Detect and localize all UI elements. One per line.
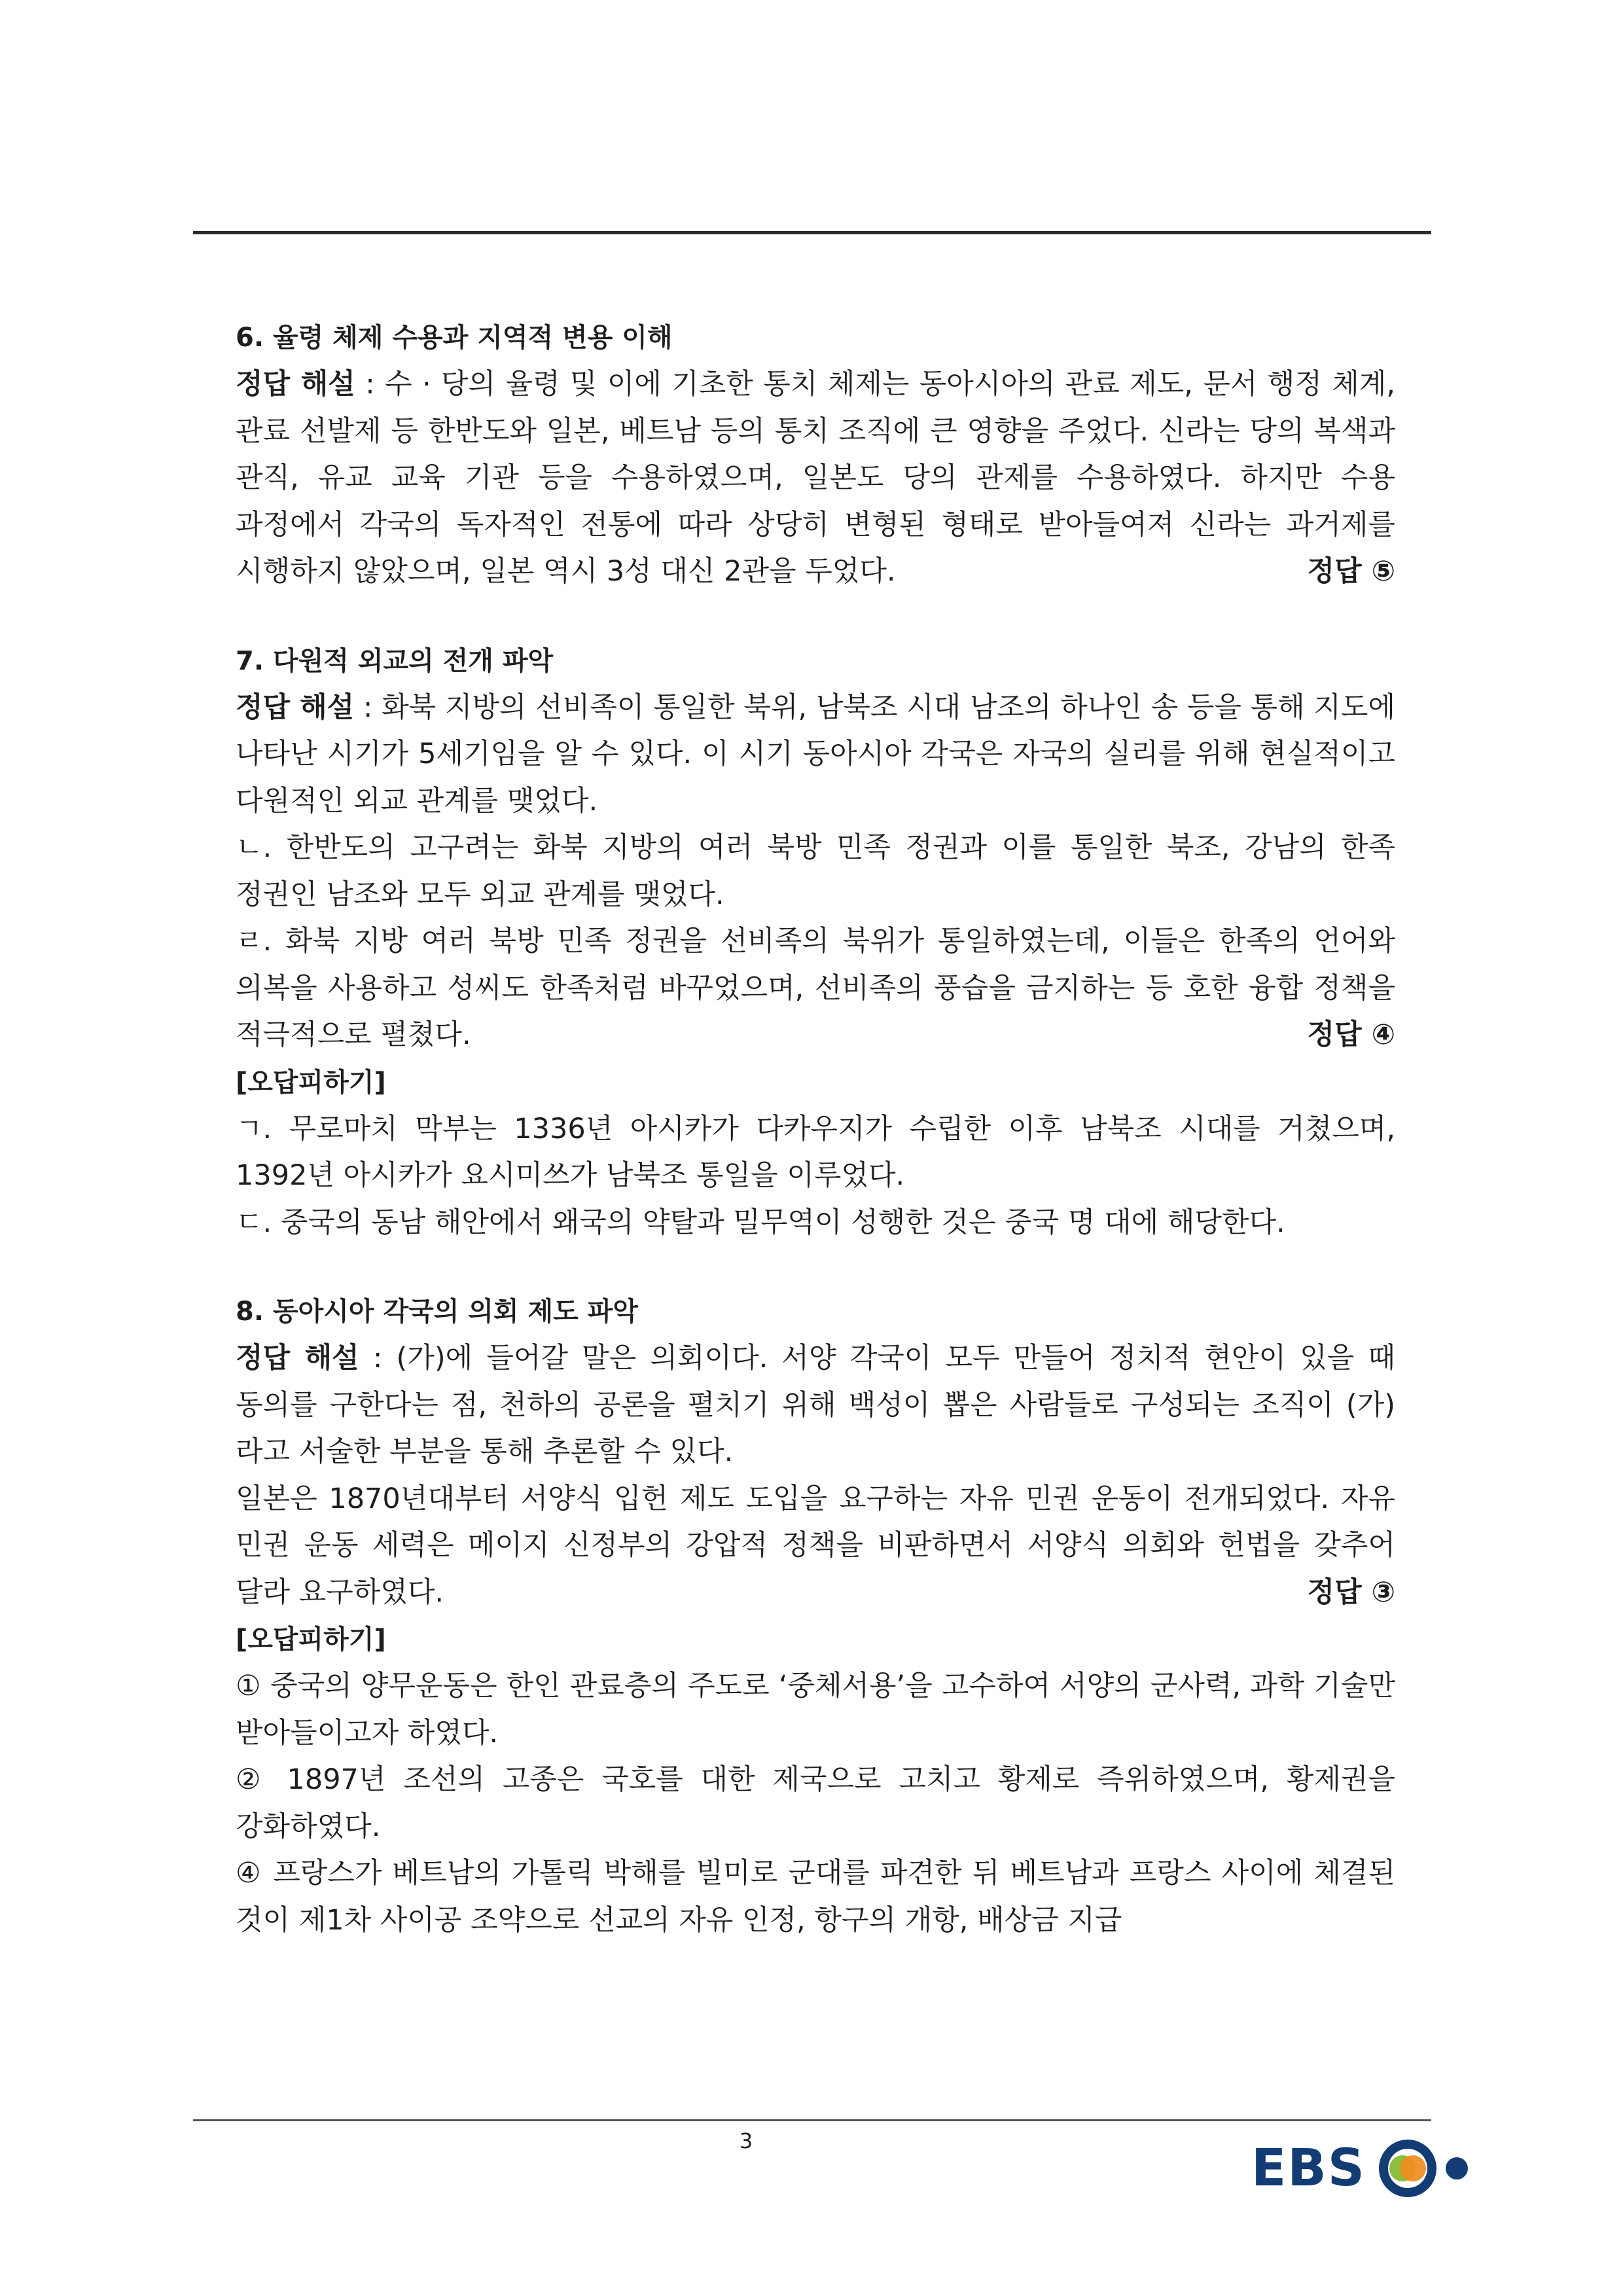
section-heading: 8. 동아시아 각국의 의회 제도 파악: [236, 1297, 638, 1327]
wrong-answer-item: ① 중국의 양무운동은 한인 관료층의 주도로 ‘중체서용’을 고수하여 서양의 군사력, 과학 기술만 받아들이고자 하였다.: [236, 1670, 1395, 1749]
section-heading: 7. 다원적 외교의 전개 파악: [236, 645, 554, 676]
logo-text: EBS: [1251, 2139, 1366, 2198]
explanation-item: ㄴ. 한반도의 고구려는 화북 지방의 여러 북방 민족 정권과 이를 통일한 북조, 강남의 한족 정권인 남조와 모두 외교 관계를 맺었다.: [236, 831, 1395, 911]
explanation-item: ㄹ. 화북 지방 여러 북방 민족 정권을 선비족의 북위가 통일하였는데, 이들은 한족의 언어와 의복을 사용하고 성씨도 한족처럼 바꾸었으며, 선비족의 풍습을 금지하는 등 호한 융합 정책을 적극적으로 펼쳤다.: [236, 925, 1395, 1051]
answer-mark: 정답 ⑤: [1307, 555, 1395, 588]
answer-mark: 정답 ④: [1307, 1018, 1395, 1051]
explanation-text: : 화북 지방의 선비족이 통일한 북위, 남북조 시대 남조의 하나인 송 등을 통해 지도에 나타난 시기가 5세기임을 알 수 있다. 이 시기 동아시아 각국은 자국의 실리를 위해 현실적이고 다원적인 외교 관계를 맺었다.: [236, 691, 1395, 817]
wrong-answer-item: ㄱ. 무로마치 막부는 1336년 아시카가 다카우지가 수립한 이후 남북조 시대를 거쳤으며, 1392년 아시카가 요시미쓰가 남북조 통일을 이루었다.: [236, 1112, 1395, 1192]
wrong-answer-item: ② 1897년 조선의 고종은 국호를 대한 제국으로 고치고 황제로 즉위하였으며, 황제권을 강화하였다.: [236, 1763, 1395, 1843]
section-heading: 6. 율령 체제 수용과 지역적 변용 이해: [236, 323, 673, 353]
answer-explanation: [236, 685, 1395, 825]
explanation-text: : (가)에 들어갈 말은 의회이다. 서양 각국이 모두 만들어 정치적 현안이 있을 때 동의를 구한다는 점, 천하의 공론을 펼치기 위해 백성이 뽑은 사람들로 구성되는 조직이 (가)라고 서술한 부분을 통해 추론할 수 있다.: [236, 1342, 1395, 1468]
section-6: [236, 314, 1395, 596]
section-7: [236, 637, 1395, 1247]
ebs-mark-icon: [1375, 2136, 1473, 2201]
page-number: 3: [739, 2128, 753, 2153]
footer-rule: [193, 2119, 1431, 2121]
explanation-label: 정답 해설: [236, 691, 355, 724]
document-body: [236, 314, 1395, 1986]
answer-explanation: [236, 1335, 1395, 1476]
wrong-answer-title: [오답피하기]: [236, 1067, 386, 1098]
header-rule: [193, 231, 1431, 234]
section-8: [236, 1288, 1395, 1944]
wrong-answer-item: ㄷ. 중국의 동남 해안에서 왜국의 약탈과 밀무역이 성행한 것은 중국 명 대에 해당한다.: [236, 1206, 1285, 1239]
explanation-label: 정답 해설: [236, 1342, 359, 1374]
explanation-item: 일본은 1870년대부터 서양식 입헌 제도 도입을 요구하는 자유 민권 운동이 전개되었다. 자유 민권 운동 세력은 메이지 신정부의 강압적 정책을 비판하면서 서양식 의회와 헌법을 갖추어 달라 요구하였다.: [236, 1482, 1395, 1609]
ebs-logo: [1251, 2132, 1473, 2204]
answer-mark: 정답 ③: [1307, 1575, 1395, 1609]
wrong-answer-title: [오답피하기]: [236, 1624, 386, 1655]
wrong-answer-item: ④ 프랑스가 베트남의 가톨릭 박해를 빌미로 군대를 파견한 뒤 베트남과 프랑스 사이에 체결된 것이 제1차 사이공 조약으로 선교의 자유 인정, 항구의 개항, 배상금 지급: [236, 1857, 1395, 1937]
explanation-label: 정답 해설: [236, 368, 355, 401]
explanation-text: : 수 · 당의 율령 및 이에 기초한 통치 체제는 동아시아의 관료 제도, 문서 행정 체계, 관료 선발제 등 한반도와 일본, 베트남 등의 통치 조직에 큰 영향을 주었다. 신라는 당의 복색과 관직, 유교 교육 기관 등을 수용하였으며, 일본도 당의 관제를 수용하였다. 하지만 수용 과정에서 각국의 독자적인 전통에 따라 상당히 변형된 형태로 받아들여져 신라는 과거제를 시행하지 않았으며, 일본 역시 3성 대신 2관을 두었다.: [236, 368, 1395, 588]
